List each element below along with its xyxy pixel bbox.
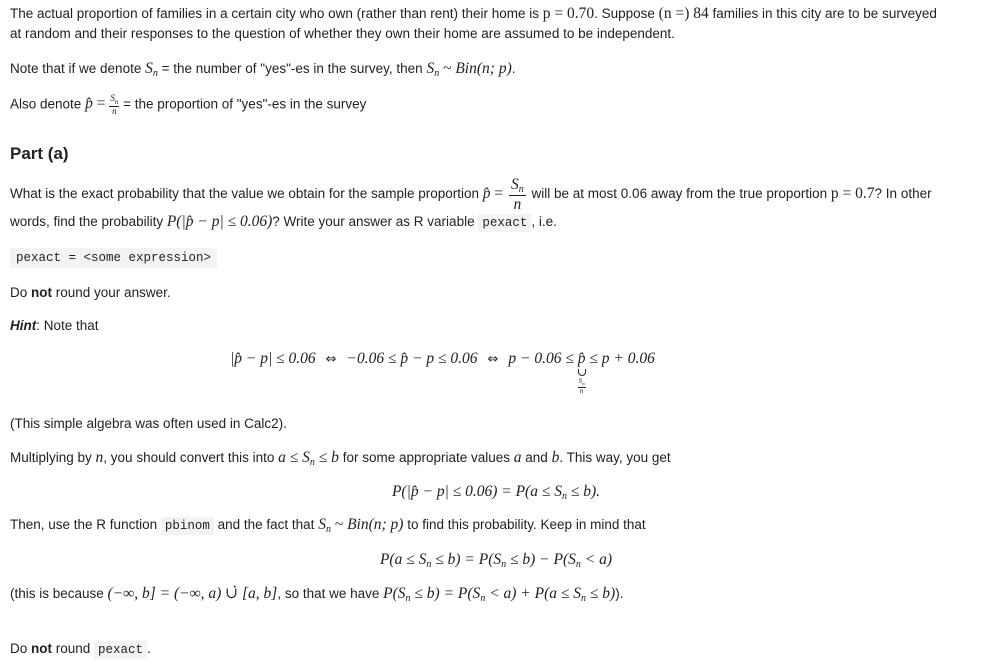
because-text: ).	[615, 586, 624, 601]
because-text: (this is because	[10, 586, 108, 601]
mult-text: Multiplying by	[10, 450, 96, 465]
multiply-paragraph	[10, 448, 671, 473]
math-p-value: p = 0.7	[830, 185, 875, 203]
calc2-note: (This simple algebra was often used in Calc2).	[10, 416, 287, 431]
eq-lower: p − 0.06 ≤	[508, 350, 574, 367]
note-text: Note that if we denote	[10, 61, 146, 76]
hint	[10, 316, 99, 336]
also-text: Also denote	[10, 96, 86, 112]
code-pexact: pexact	[94, 641, 147, 659]
iff-arrow: ⇔	[487, 352, 499, 367]
underbrace-phat: p̂ $\frac{S_n}{n}$	[577, 350, 586, 396]
decomp-text: ≤ b)	[586, 585, 616, 602]
math-phat-frac: p̂ = $\frac{S_n}{n}$	[482, 176, 524, 213]
code-pexact: pexact	[478, 214, 531, 232]
round-note	[10, 283, 171, 303]
math-Sn: $S_n$	[145, 60, 158, 79]
mult-text: . This way, you get	[559, 450, 671, 465]
intro-text: . Suppose	[594, 6, 659, 21]
question-text: will be at most 0.06 away from the true proportion	[527, 186, 831, 202]
final-text: .	[147, 641, 151, 656]
intro-text: families in this city are to be surveyed	[708, 6, 937, 21]
then-text: and the fact that	[213, 517, 319, 532]
question-text: What is the exact probability that the value we obtain for the sample proportion	[10, 186, 483, 202]
math-n-value: (n =) 84	[658, 5, 709, 22]
eq-bounds: −0.06 ≤ p̂ − p ≤ 0.06	[346, 350, 478, 367]
question-text: words, find the probability	[10, 214, 167, 229]
round-text: Do	[10, 285, 32, 300]
note-text: .	[511, 61, 516, 76]
math-p-value: p = 0.70	[542, 5, 595, 22]
hint-label: Hint	[10, 318, 37, 333]
intro-paragraph	[10, 4, 937, 44]
mult-text: and	[521, 450, 552, 465]
because-paragraph	[10, 584, 623, 609]
math-a: a	[513, 449, 522, 466]
eq3-text: ≤ b) − P(S	[506, 551, 576, 568]
math-union: (−∞, b] = (−∞, a) ∪̇ [a, b]	[107, 585, 278, 602]
eq2-text: P(|p̂ − p| ≤ 0.06) = P(a ≤ S	[391, 483, 562, 500]
intro-text: The actual proportion of families in a certain city who own (rather than rent) their home is	[10, 6, 543, 21]
decomp-text: ≤ b) = P(S	[410, 585, 481, 602]
equation-hint	[230, 350, 655, 395]
math-decomposition: $P(S_n \le b) = P(S_n < a) + P(a \le S_n \le b)$	[383, 585, 616, 604]
then-paragraph	[10, 515, 646, 540]
also-text: = the proportion of "yes"-es in the survey	[119, 96, 367, 112]
eq-upper: ≤ p + 0.06	[589, 350, 655, 367]
eq2-text: ≤ b).	[566, 483, 601, 500]
equation-2: P(|p̂ − $p| \le 0.06) = P(a \le S_n \le b)$.	[391, 483, 601, 502]
final-note	[10, 639, 151, 660]
eq3-text: ≤ b) = P(S	[431, 551, 502, 568]
round-bold: not	[31, 285, 53, 300]
final-text: Do	[10, 641, 32, 656]
code-block: pexact = <some expression>	[10, 248, 217, 268]
mult-text: , you should convert this into	[103, 450, 279, 465]
math-interval-text: a ≤ S	[278, 449, 310, 466]
math-probability: P(|p̂ − p| ≤ 0.06)	[166, 213, 273, 230]
math-n: n	[95, 449, 104, 466]
eq3-text: < a)	[580, 551, 613, 568]
math-Sn-binomial: $S_n$ ~ Bin(n; p)	[426, 60, 512, 79]
decomp-text: < a) + P(a ≤ S	[485, 585, 582, 602]
note-text: = the number of "yes"-es in the survey, then	[157, 61, 427, 76]
math-phat-def: p̂ = $\frac{S_n}{n}$	[85, 93, 119, 116]
then-text: to find this probability. Keep in mind that	[403, 517, 646, 532]
equation-3: $P(a \le S_n \le b) = P(S_n \le b) - P(S_n < a)$	[379, 551, 613, 570]
question-text: ? Write your answer as R variable	[272, 214, 479, 229]
question-paragraph-2	[10, 212, 557, 233]
mult-text: for some appropriate values	[338, 450, 514, 465]
round-text: round your answer.	[52, 285, 171, 300]
math-b: b	[551, 449, 560, 466]
part-a-heading: Part (a)	[10, 144, 69, 163]
eq-abs: |p̂ − p| ≤ 0.06	[230, 350, 316, 367]
hint-text: : Note that	[36, 318, 99, 333]
final-bold: not	[31, 641, 53, 656]
math-Sn-binomial: $S_n$ ~ Bin(n; p)	[318, 516, 404, 535]
question-text: , i.e.	[531, 214, 557, 229]
code-pbinom: pbinom	[161, 517, 214, 535]
math-interval: $a \le S_n \le b$	[278, 449, 339, 468]
also-paragraph	[10, 94, 366, 116]
decomp-text: P(S	[383, 585, 406, 602]
eq3-text: P(a ≤ S	[379, 551, 427, 568]
because-text: , so that we have	[277, 586, 384, 601]
math-bin: Bin(n; p)	[455, 60, 512, 77]
final-text: round	[52, 641, 95, 656]
question-paragraph	[10, 176, 932, 213]
then-text: Then, use the R function	[10, 517, 161, 532]
intro-text: at random and their responses to the question of whether they own their home are assumed to be independent.	[10, 26, 675, 41]
question-text: ? In other	[874, 186, 932, 202]
note-paragraph	[10, 59, 516, 84]
iff-arrow: ⇔	[325, 352, 337, 367]
